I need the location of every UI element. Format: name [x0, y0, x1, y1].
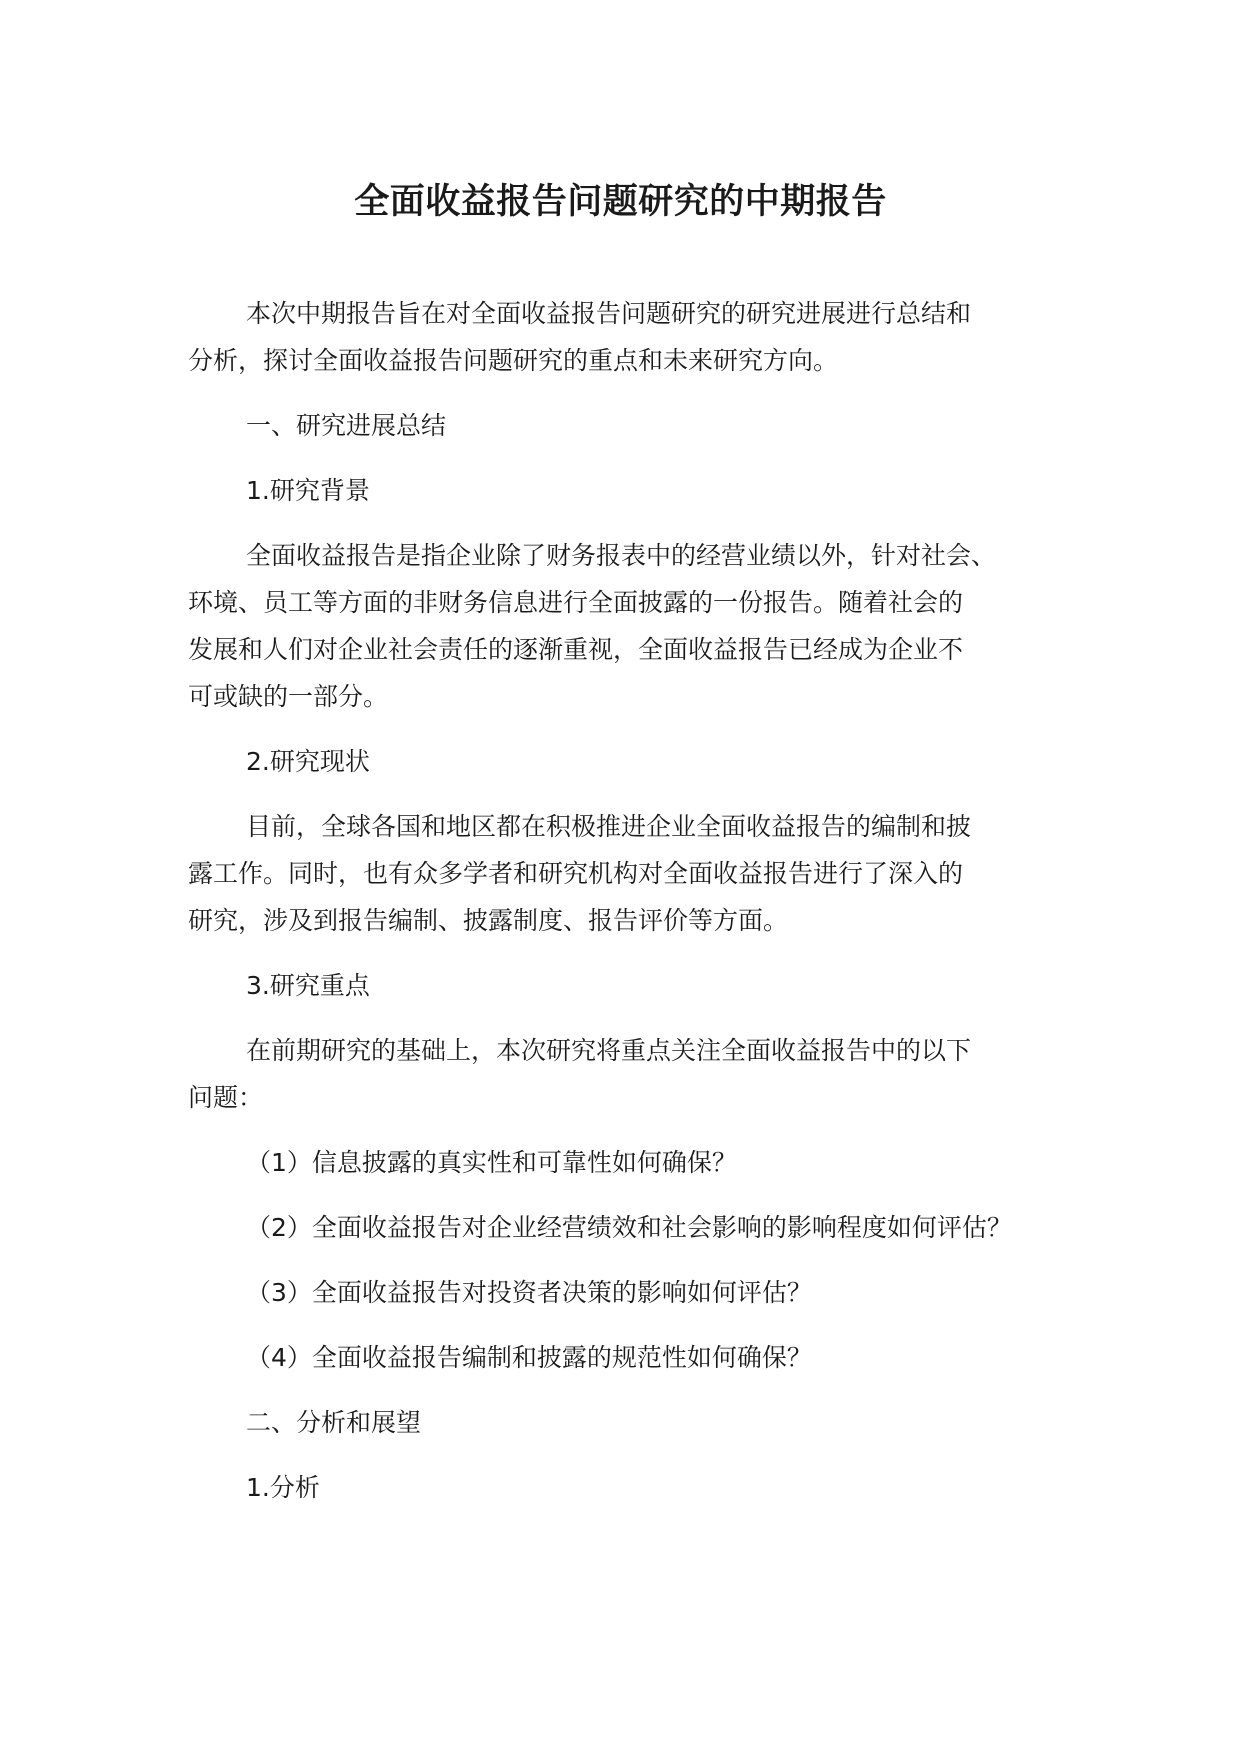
document-title: 全面收益报告问题研究的中期报告: [354, 182, 887, 222]
subheading-background: [188, 467, 1088, 514]
text-line: （4）全面收益报告编制和披露的规范性如何确保？: [246, 1343, 812, 1372]
text-line: 3.研究重点: [246, 971, 370, 1000]
text-line: 二、分析和展望: [246, 1408, 422, 1437]
text-line: 在前期研究的基础上，本次研究将重点关注全面收益报告中的以下: [246, 1036, 972, 1065]
text-line: 可或缺的一部分。: [188, 682, 389, 711]
list-item-question-4: [188, 1334, 1088, 1381]
text-line: 发展和人们对企业社会责任的逐渐重视，全面收益报告已经成为企业不: [188, 635, 964, 664]
list-item-question-2: [188, 1204, 1088, 1251]
list-item-question-3: [188, 1269, 1088, 1316]
text-line: 露工作。同时，也有众多学者和研究机构对全面收益报告进行了深入的: [188, 859, 964, 888]
text-line: 2.研究现状: [246, 747, 370, 776]
paragraph-status: [188, 803, 1088, 944]
list-item-question-1: [188, 1139, 1088, 1186]
subheading-focus: [188, 962, 1088, 1009]
text-line: 全面收益报告是指企业除了财务报表中的经营业绩以外，针对社会、: [246, 541, 997, 570]
text-line: （3）全面收益报告对投资者决策的影响如何评估？: [246, 1278, 812, 1307]
text-line: 研究，涉及到报告编制、披露制度、报告评价等方面。: [188, 906, 789, 935]
text-line: 一、研究进展总结: [246, 411, 447, 440]
paragraph-focus: [188, 1027, 1088, 1121]
text-line: 1.分析: [246, 1473, 320, 1502]
text-line: （2）全面收益报告对企业经营绩效和社会影响的影响程度如何评估？: [246, 1213, 1012, 1242]
text-line: 1.研究背景: [246, 476, 370, 505]
paragraph-intro: [188, 290, 1088, 384]
text-line: 分析，探讨全面收益报告问题研究的重点和未来研究方向。: [188, 346, 839, 375]
text-line: 本次中期报告旨在对全面收益报告问题研究的研究进展进行总结和: [246, 299, 972, 328]
text-line: 问题：: [188, 1083, 264, 1112]
text-line: （1）信息披露的真实性和可靠性如何确保？: [246, 1148, 737, 1177]
text-line: 环境、员工等方面的非财务信息进行全面披露的一份报告。随着社会的: [188, 588, 964, 617]
text-line: 目前，全球各国和地区都在积极推进企业全面收益报告的编制和披: [246, 812, 972, 841]
subheading-analysis: [188, 1464, 1088, 1511]
subheading-status: [188, 738, 1088, 785]
section-heading-2: [188, 1399, 1088, 1446]
document-body: [188, 290, 1088, 1529]
paragraph-background: [188, 532, 1088, 720]
section-heading-1: [188, 402, 1088, 449]
